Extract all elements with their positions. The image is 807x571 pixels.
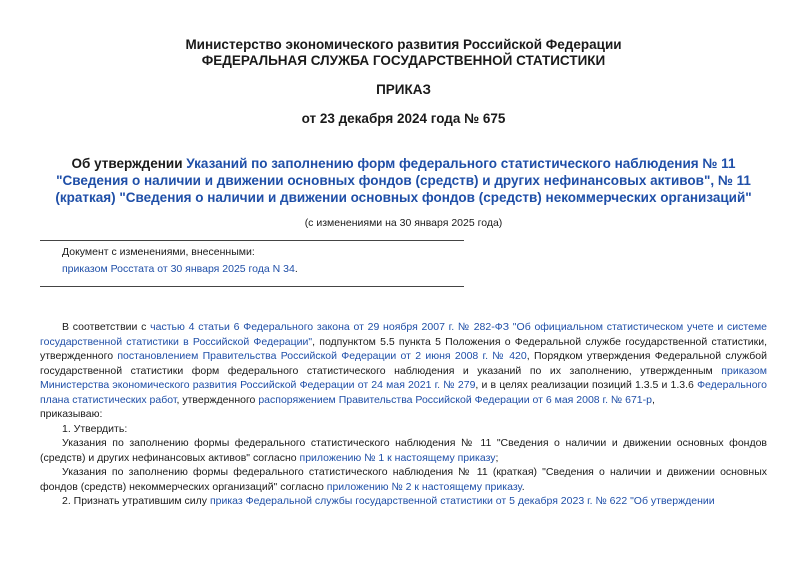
- ministry-name: Министерство экономического развития Российской Федерации: [185, 37, 622, 52]
- ministry-order-link[interactable]: приказом Министерства экономического развития Российской Федерации от 24 мая 2021 г. № 279: [40, 364, 767, 391]
- item-1: 1. Утвердить:: [62, 422, 128, 435]
- title-link-line2[interactable]: "Сведения о наличии и движении основных фондов (средств) и других нефинансовых активов", № 11: [56, 173, 751, 188]
- orders-line: приказываю:: [40, 408, 103, 420]
- changes-label: Документ с изменениями, внесенными:: [62, 246, 255, 258]
- item-2: 2. Признать утратившим силу приказ Федеральной службы государственной статистики от 5 декабря 2023 г. № 622 "Об утверждении: [62, 495, 715, 507]
- title-prefix: Об утверждении: [71, 156, 187, 171]
- resolution-link[interactable]: постановлением Правительства Российской Федерации от 2 июня 2008 г. № 420: [117, 350, 527, 362]
- changes-link[interactable]: приказом Росстата от 30 января 2025 года N 34: [62, 263, 295, 275]
- repealed-order-link[interactable]: приказ Федеральной службы государственной статистики от 5 декабря 2023 г. № 622 "Об утверждении: [209, 495, 715, 507]
- document-type: ПРИКАЗ: [376, 82, 431, 97]
- appendix-1-link[interactable]: приложению № 1 к настоящему приказу: [299, 451, 496, 464]
- changes-top-divider: [40, 240, 464, 241]
- service-name: ФЕДЕРАЛЬНАЯ СЛУЖБА ГОСУДАРСТВЕННОЙ СТАТИСТИКИ: [201, 53, 606, 68]
- item-1a: Указания по заполнению формы федерального статистического наблюдения № 11 "Сведения о наличии и движении основных фондов (средств) и других нефинансовых активов" согласно приложению № 1 к настоящему приказу;: [40, 437, 767, 464]
- stat-plan-link[interactable]: Федерального плана статистических работ: [40, 379, 767, 406]
- preamble-paragraph: В соответствии с частью 4 статьи 6 Федерального закона от 29 ноября 2007 г. № 282-ФЗ "Об официальном статистическом учете и системе государственной статистики в Российской Федерации", подпунктом 5.5 пункта 5 Положения о Федеральной службе государственной статистики, утвержденного постановлением Правительства Российской Федерации от 2 июня 2008 г. № 420, Порядком утверждения Федеральной службой государственной статистики форм федерального статистического наблюдения и указаний по их заполнению, утвержденным приказом Министерства экономического развития Российской Федерации от 24 мая 2021 г. № 279, и в целях реализации позиций 1.3.5 и 1.3.6 Федерального плана статистических работ, утвержденного распоряжением Правительства Российской Федерации от 6 мая 2008 г. № 671-р,: [40, 321, 768, 406]
- law-link[interactable]: частью 4 статьи 6 Федерального закона от 29 ноября 2007 г. № 282-ФЗ "Об официальном статистическом учете и системе государственной статистики в Российской Федерации": [40, 321, 768, 348]
- title-link-line3[interactable]: (краткая) "Сведения о наличии и движении основных фондов (средств) некоммерческих организаций": [55, 190, 752, 205]
- appendix-2-link[interactable]: приложению № 2 к настоящему приказу: [326, 480, 522, 493]
- document-body: [40, 320, 767, 509]
- government-order-link[interactable]: распоряжением Правительства Российской Федерации от 6 мая 2008 г. № 671-р: [258, 393, 652, 406]
- item-1b: Указания по заполнению формы федерального статистического наблюдения № 11 (краткая) "Сведения о наличии и движении основных фондов (средств) некоммерческих организаций" согласно приложению № 2 к настоящему приказу.: [40, 466, 767, 493]
- document-title: [40, 155, 767, 206]
- title-link-line1[interactable]: Указаний по заполнению форм федерального статистического наблюдения № 11: [186, 156, 736, 171]
- changes-bottom-divider: [40, 286, 464, 287]
- changes-line: приказом Росстата от 30 января 2025 года N 34.: [62, 263, 298, 275]
- amendment-note: (с изменениями на 30 января 2025 года): [304, 217, 503, 229]
- document-date-number: от 23 декабря 2024 года № 675: [301, 111, 506, 126]
